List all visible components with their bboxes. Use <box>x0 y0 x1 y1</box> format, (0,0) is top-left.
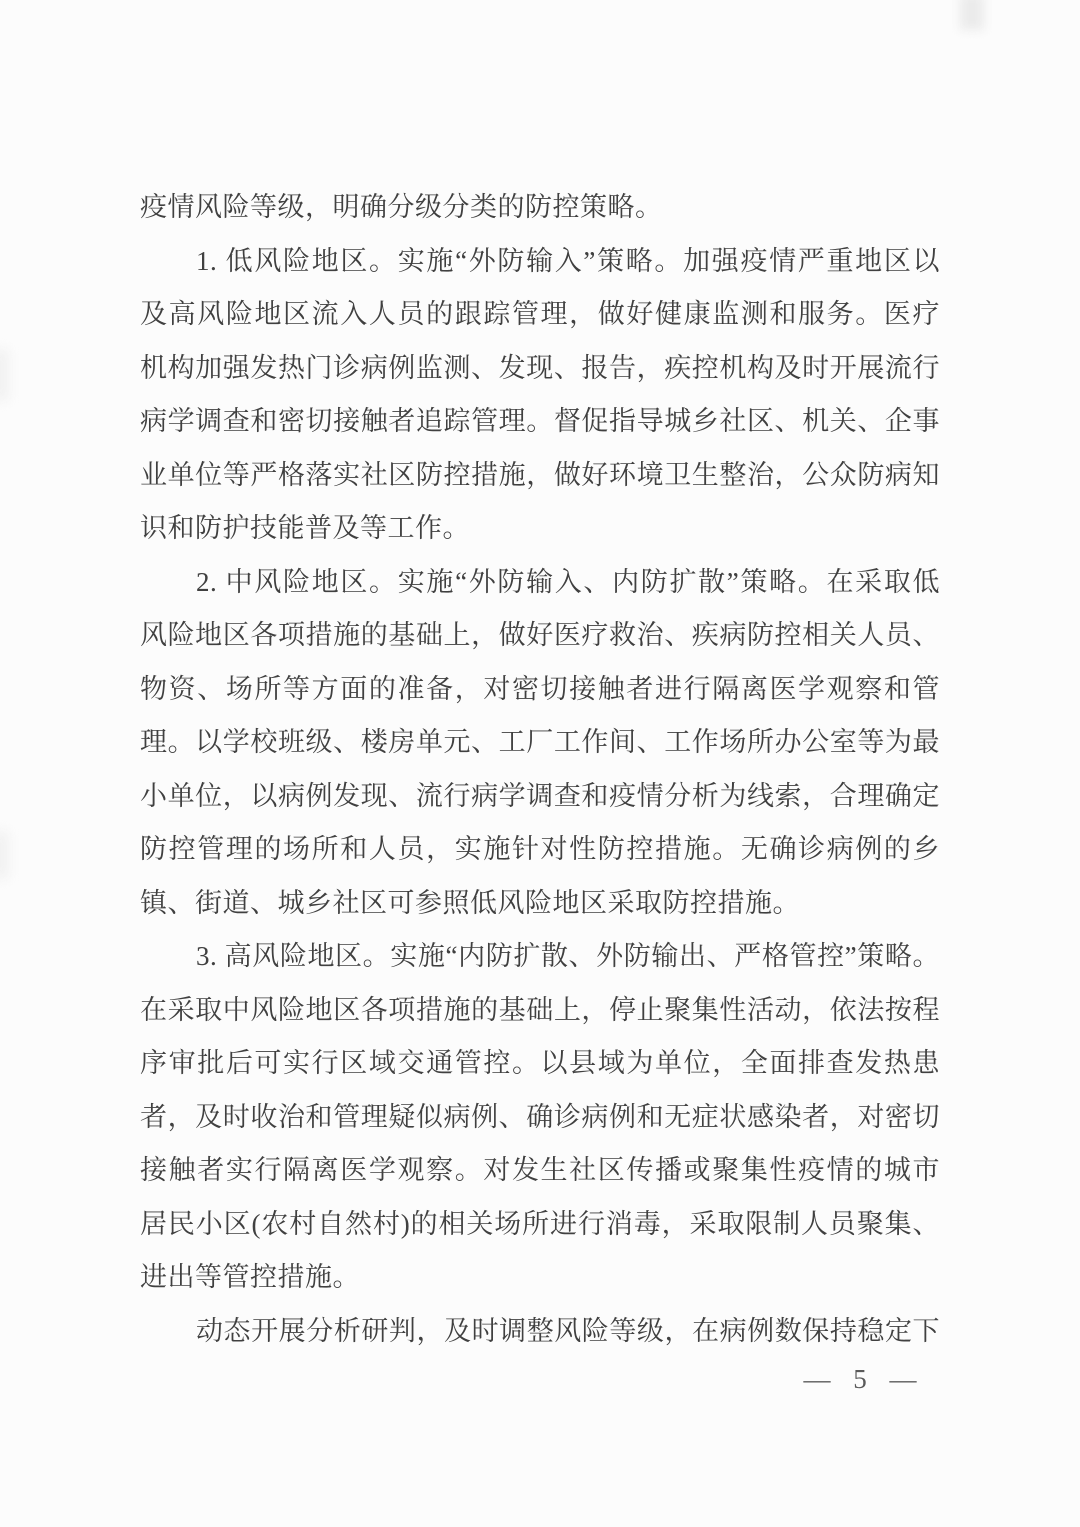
text-line: 及高风险地区流入人员的跟踪管理，做好健康监测和服务。医疗 <box>140 299 940 329</box>
text-line: 居民小区(农村自然村)的相关场所进行消毒，采取限制人员聚集、 <box>140 1208 940 1239</box>
text-line: 3. 高风险地区。实施“内防扩散、外防输出、严格管控”策略。 <box>196 941 940 971</box>
text-line: 风险地区各项措施的基础上，做好医疗救治、疾病防控相关人员、 <box>140 620 940 650</box>
scan-artifact <box>0 832 8 878</box>
text-line: 病学调查和密切接触者追踪管理。督促指导城乡社区、机关、企事 <box>140 406 940 436</box>
text-line: 识和防护技能普及等工作。 <box>140 513 470 543</box>
document-body <box>140 181 940 1358</box>
text-line: 机构加强发热门诊病例监测、发现、报告，疾控机构及时开展流行 <box>140 352 940 383</box>
scan-artifact <box>0 350 8 400</box>
text-line: 小单位，以病例发现、流行病学调查和疫情分析为线索，合理确定 <box>140 780 940 811</box>
text-line: 镇、街道、城乡社区可参照低风险地区采取防控措施。 <box>140 887 800 918</box>
text-line: 物资、场所等方面的准备，对密切接触者进行隔离医学观察和管 <box>140 673 940 704</box>
text-line: 业单位等严格落实社区防控措施，做好环境卫生整治，公众防病知 <box>140 459 940 490</box>
text-line: 2. 中风险地区。实施“外防输入、内防扩散”策略。在采取低 <box>196 566 940 597</box>
scan-artifact <box>960 0 984 30</box>
page-number: — 5 — <box>803 1364 917 1394</box>
text-line: 者，及时收治和管理疑似病例、确诊病例和无症状感染者，对密切 <box>140 1101 940 1132</box>
text-line: 理。以学校班级、楼房单元、工厂工作间、工作场所办公室等为最 <box>140 727 940 757</box>
text-line: 1. 低风险地区。实施“外防输入”策略。加强疫情严重地区以 <box>196 245 940 276</box>
text-line: 在采取中风险地区各项措施的基础上，停止聚集性活动，依法按程 <box>140 994 940 1025</box>
text-line: 动态开展分析研判，及时调整风险等级，在病例数保持稳定下 <box>196 1315 940 1346</box>
text-line: 疫情风险等级，明确分级分类的防控策略。 <box>140 192 663 222</box>
text-line: 进出等管控措施。 <box>140 1262 360 1292</box>
text-line: 接触者实行隔离医学观察。对发生社区传播或聚集性疫情的城市 <box>140 1155 940 1185</box>
text-line: 防控管理的场所和人员，实施针对性防控措施。无确诊病例的乡 <box>140 834 940 864</box>
text-line: 序审批后可实行区域交通管控。以县域为单位，全面排查发热患 <box>140 1048 940 1078</box>
